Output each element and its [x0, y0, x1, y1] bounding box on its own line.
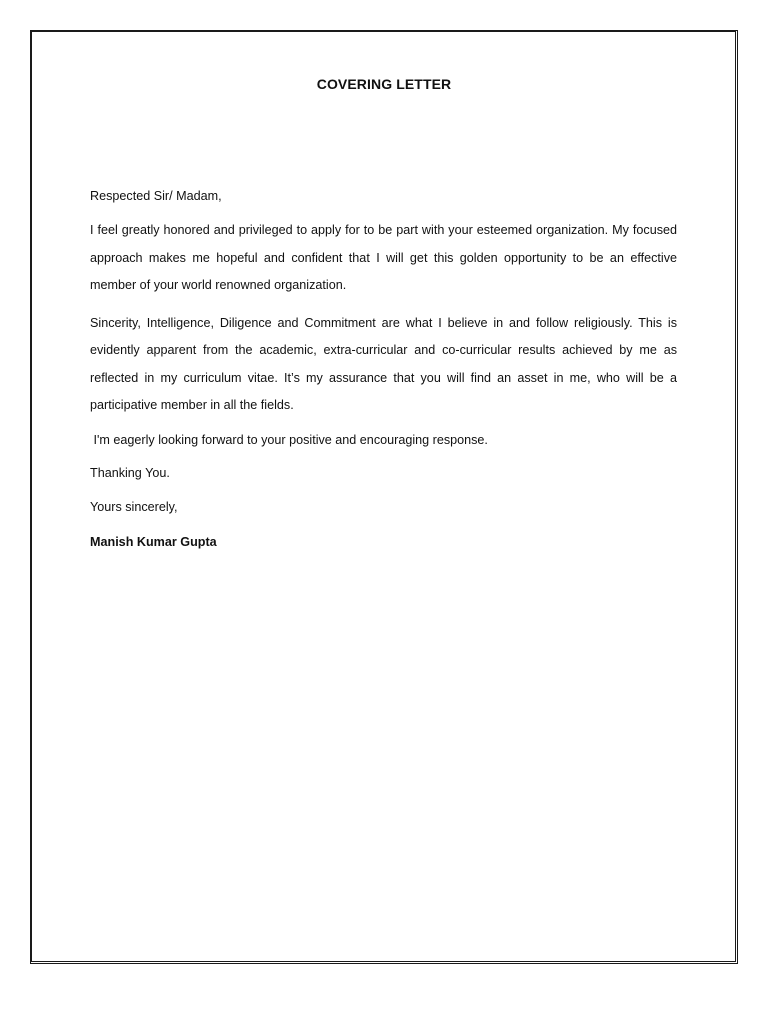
signature-name: Manish Kumar Gupta	[90, 534, 217, 549]
closing-line: I'm eagerly looking forward to your positive and encouraging response.	[90, 432, 488, 447]
salutation: Respected Sir/ Madam,	[90, 189, 222, 203]
document-title: COVERING LETTER	[316, 76, 452, 92]
thanks-line: Thanking You.	[90, 465, 170, 480]
letter-body	[90, 186, 677, 552]
paragraph-intro: I feel greatly honored and privileged to apply for to be part with your esteemed organization. My focused approach makes me hopeful and confident that I will get this golden opportunity to be an effective member of your world renowned organization.	[90, 223, 677, 292]
paragraph-qualities: Sincerity, Intelligence, Diligence and Commitment are what I believe in and follow religiously. This is evidently apparent from the academic, extra-curricular and co-curricular results achieved by me as reflected in my curriculum vitae. It’s my assurance that you will find an asset in me, who will be a participative member in all the fields.	[90, 315, 677, 412]
sign-off: Yours sincerely,	[90, 499, 178, 514]
